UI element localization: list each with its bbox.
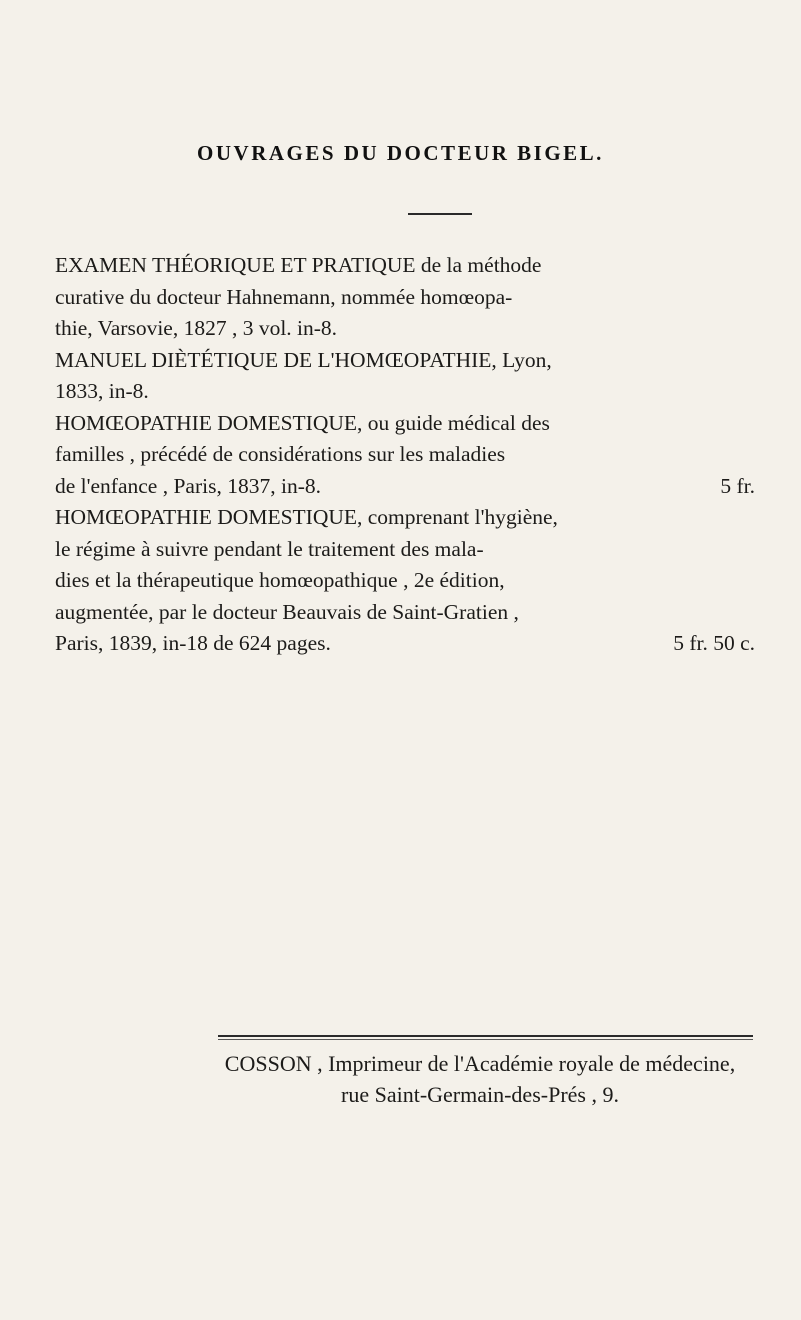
works-list bbox=[55, 250, 755, 660]
entry-price: 5 fr. 50 c. bbox=[673, 631, 755, 655]
entry-line: le régime à suivre pendant le traitement des mala- bbox=[55, 536, 484, 561]
entry-line: dies et la thérapeutique homœopathique , 2e édition, bbox=[55, 568, 505, 592]
entry-line: HOMŒOPATHIE DOMESTIQUE, comprenant l'hygiène, bbox=[55, 505, 558, 529]
entry-line: augmentée, par le docteur Beauvais de Saint-Gratien , bbox=[55, 599, 519, 624]
footer-rule-thin bbox=[218, 1039, 753, 1040]
entry-line: thie, Varsovie, 1827 , 3 vol. in-8. bbox=[55, 316, 338, 340]
work-entry-homoeopathie-1837 bbox=[55, 408, 755, 503]
entry-line: curative du docteur Hahnemann, nommée homœopa- bbox=[55, 284, 513, 309]
entry-line: EXAMEN THÉORIQUE ET PRATIQUE de la méthode bbox=[55, 253, 542, 277]
entry-line: MANUEL DIÈTÉTIQUE DE L'HOMŒOPATHIE, Lyon, bbox=[55, 347, 552, 372]
entry-publication: Paris, 1839, in-18 de 624 pages. bbox=[55, 631, 331, 655]
footer-rule bbox=[218, 1035, 753, 1037]
entry-line: 1833, in-8. bbox=[55, 379, 149, 403]
imprint-line-1: COSSON , Imprimeur de l'Académie royale de médecine, bbox=[224, 1051, 736, 1076]
entry-last-line bbox=[55, 471, 755, 503]
entry-publication: de l'enfance , Paris, 1837, in-8. bbox=[55, 473, 321, 498]
entry-line: familles , précédé de considérations sur les maladies bbox=[55, 442, 506, 466]
printer-imprint bbox=[160, 1048, 800, 1110]
entry-price: 5 fr. bbox=[720, 473, 755, 498]
work-entry-homoeopathie-1839 bbox=[55, 502, 755, 660]
imprint-line-2: rue Saint-Germain-des-Prés , 9. bbox=[341, 1082, 619, 1107]
entry-line: HOMŒOPATHIE DOMESTIQUE, ou guide médical des bbox=[55, 410, 550, 435]
work-entry-examen bbox=[55, 250, 755, 345]
title-rule bbox=[408, 213, 472, 215]
work-entry-manuel bbox=[55, 345, 755, 408]
entry-last-line bbox=[55, 628, 755, 660]
page-heading: OUVRAGES DU DOCTEUR BIGEL. bbox=[197, 141, 604, 165]
